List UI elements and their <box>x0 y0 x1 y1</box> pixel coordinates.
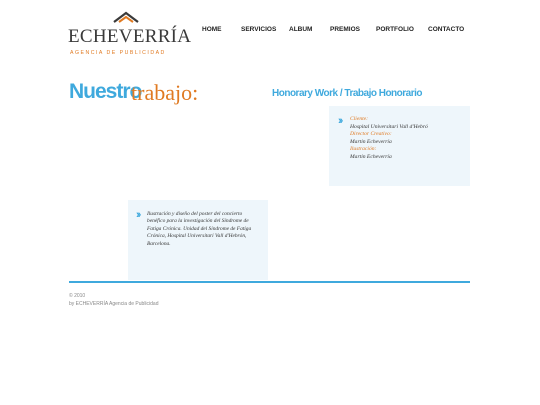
footer <box>69 293 159 308</box>
logo-tagline: AGENCIA DE PUBLICIDAD <box>70 50 166 56</box>
nav-item-album[interactable]: ALBUM <box>289 26 313 33</box>
nav-item-premios[interactable]: PREMIOS <box>330 26 360 33</box>
footer-credit: by ECHEVERRÍA Agencia de Publicidad <box>69 300 159 307</box>
footer-divider <box>69 281 470 283</box>
page-title-nuestro: Nuestro <box>69 80 142 103</box>
description-box <box>128 200 268 280</box>
client-info-text <box>350 116 428 162</box>
director-value: Martin Echeverría <box>350 138 392 145</box>
logo[interactable] <box>68 10 192 56</box>
nav-item-servicios[interactable]: SERVICIOS <box>241 26 277 33</box>
roof-icon <box>112 10 140 24</box>
ilustracion-label: Ilustración: <box>350 146 377 153</box>
double-chevron-icon: ›› <box>136 209 140 221</box>
nav-item-contacto[interactable]: CONTACTO <box>428 26 465 33</box>
nav-item-home[interactable]: HOME <box>202 26 222 33</box>
section-subtitle: Honorary Work / Trabajo Honorario <box>272 88 423 99</box>
double-chevron-icon: ›› <box>338 115 342 127</box>
nav-item-portfolio[interactable]: PORTFOLIO <box>376 26 414 33</box>
ilustracion-value: Martin Echeverría <box>350 153 392 160</box>
page-title-trabajo: trabajo: <box>131 80 199 105</box>
client-info-box <box>329 106 470 186</box>
cliente-label: Cliente: <box>350 116 369 122</box>
project-description: Ilustración y diseño del poster del concierto benéfico para la investigación del Síndrome de Fatiga Crónica. Unidad del Síndrome de Fatiga Crónica, Hospital Universitari Vall d'Hebrón, Barcelona. <box>147 211 252 247</box>
logo-name: ECHEVERRÍA <box>68 26 192 47</box>
footer-copyright: © 2010 <box>69 293 86 299</box>
director-label: Director Creativo: <box>350 131 392 138</box>
cliente-value: Hospital Universitari Vall d'Hebró <box>350 123 428 130</box>
